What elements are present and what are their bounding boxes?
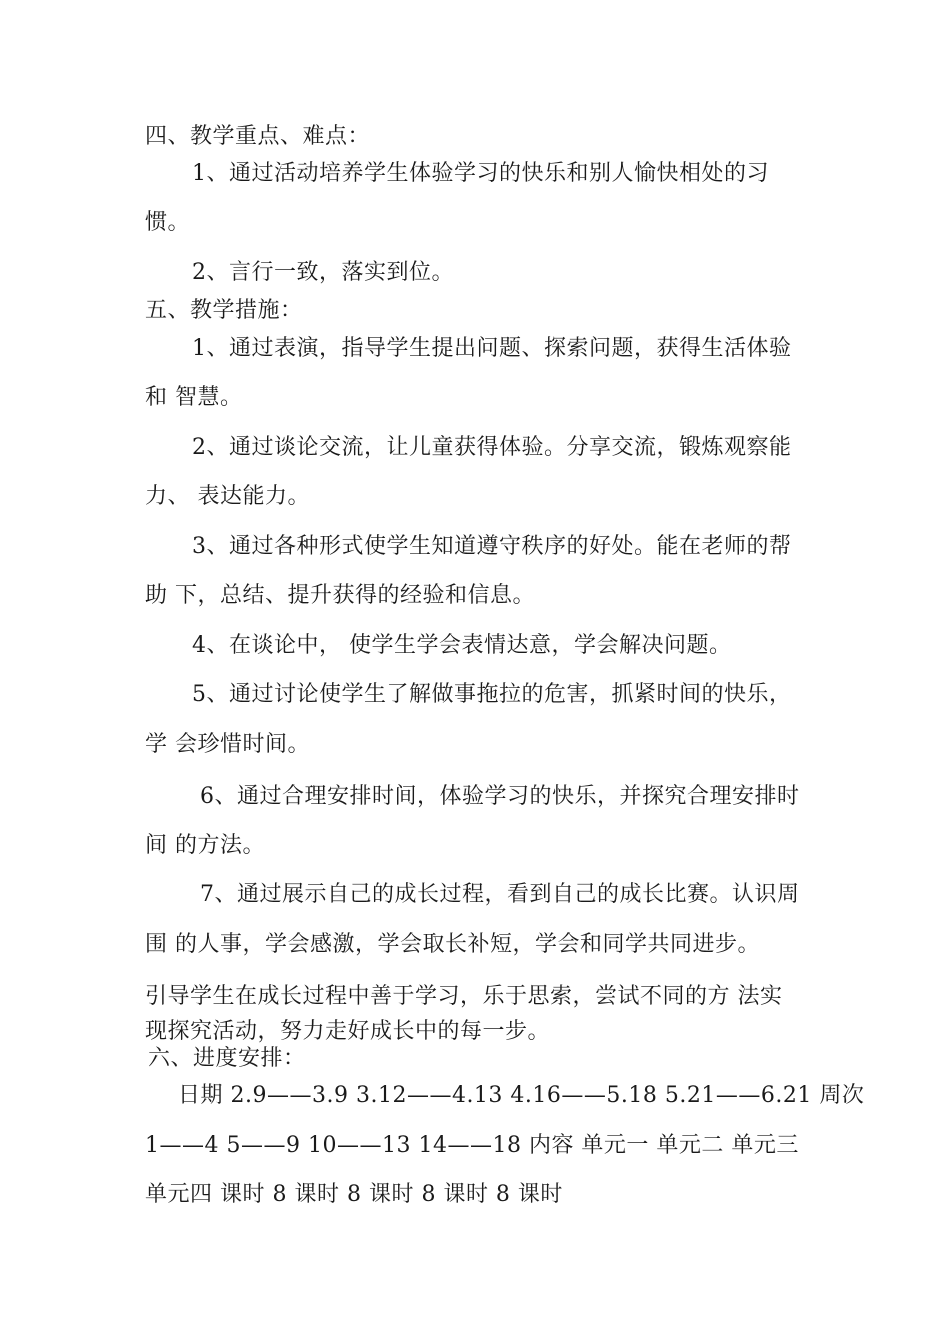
section-5-item-7-line-3: 引导学生在成长过程中善于学习，乐于思索，尝试不同的方 法实 bbox=[145, 984, 783, 1009]
section-4-item-1-line-1: 1、通过活动培养学生体验学习的快乐和别人愉快相处的习 bbox=[192, 161, 769, 186]
schedule-line-1: 日期 2.9——3.9 3.12——4.13 4.16——5.18 5.21——6.21 周次 bbox=[178, 1083, 865, 1108]
section-5-item-5-line-2: 学 会珍惜时间。 bbox=[145, 732, 310, 757]
section-5-item-7-line-2: 围 的人事，学会感激，学会取长补短，学会和同学共同进步。 bbox=[145, 932, 760, 957]
section-5-item-7-line-4: 现探究活动，努力走好成长中的每一步。 bbox=[145, 1019, 551, 1044]
section-5-item-3-line-1: 3、通过各种形式使学生知道遵守秩序的好处。能在老师的帮 bbox=[192, 534, 792, 559]
section-5-item-6-line-1: 6、通过合理安排时间，体验学习的快乐，并探究合理安排时 bbox=[200, 784, 800, 809]
schedule-line-3: 单元四 课时 8 课时 8 课时 8 课时 8 课时 bbox=[145, 1182, 563, 1207]
section-5-item-4: 4、在谈论中， 使学生学会表情达意，学会解决问题。 bbox=[192, 633, 732, 658]
section-4-item-1-line-2: 惯。 bbox=[145, 210, 191, 235]
section-5-item-2-line-2: 力、 表达能力。 bbox=[145, 484, 310, 509]
section-4-item-2: 2、言行一致，落实到位。 bbox=[192, 260, 454, 285]
section-4-heading: 四、教学重点、难点： bbox=[145, 124, 371, 149]
section-5-item-5-line-1: 5、通过讨论使学生了解做事拖拉的危害，抓紧时间的快乐， bbox=[192, 682, 792, 707]
section-5-item-1-line-1: 1、通过表演，指导学生提出问题、探索问题，获得生活体验 bbox=[192, 336, 792, 361]
section-6-heading: 六、进度安排： bbox=[148, 1046, 306, 1071]
schedule-line-2: 1——4 5——9 10——13 14——18 内容 单元一 单元二 单元三 bbox=[145, 1133, 799, 1158]
section-5-item-1-line-2: 和 智慧。 bbox=[145, 385, 243, 410]
section-5-item-3-line-2: 助 下，总结、提升获得的经验和信息。 bbox=[145, 583, 535, 608]
section-5-item-2-line-1: 2、通过谈论交流，让儿童获得体验。分享交流，锻炼观察能 bbox=[192, 435, 792, 460]
section-5-item-7-line-1: 7、通过展示自己的成长过程，看到自己的成长比赛。认识周 bbox=[200, 882, 800, 907]
section-5-item-6-line-2: 间 的方法。 bbox=[145, 833, 265, 858]
section-5-heading: 五、教学措施： bbox=[145, 298, 303, 323]
